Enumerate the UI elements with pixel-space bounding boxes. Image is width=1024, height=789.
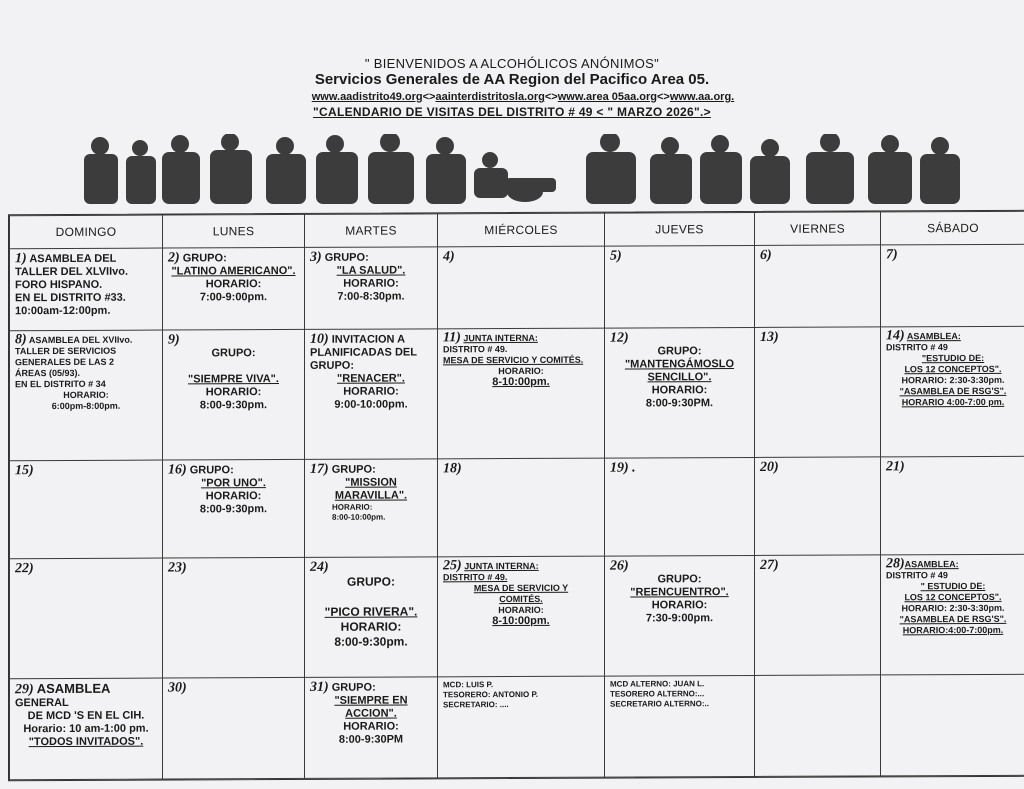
event-time: 8:00-9:30PM	[338, 733, 404, 746]
event-text: ASAMBLEA DEL	[29, 252, 117, 266]
day-number: 27)	[760, 557, 779, 573]
day-cell-9	[163, 329, 305, 460]
day-cell-5	[605, 245, 755, 328]
event-text: GRUPO:	[324, 251, 369, 264]
day-cell-7	[881, 244, 1024, 327]
officer-secretario-alterno: SECRETARIO ALTERNO:..	[610, 699, 709, 709]
event-text: DE MCD 'S EN EL CIH.	[27, 709, 145, 723]
event-text: LOS 12 CONCEPTOS".	[904, 363, 1002, 375]
event-text: ASAMBLEA:	[904, 559, 959, 570]
day-number: 13)	[760, 329, 779, 345]
header-martes: MARTES	[305, 214, 438, 248]
link-area05[interactable]: www.area 05aa.org	[557, 91, 657, 103]
event-text: HORARIO:	[498, 365, 544, 377]
event-text: HORARIO:	[343, 277, 399, 290]
day-cell-15	[10, 460, 163, 559]
group-name: "LATINO AMERICANO".	[171, 264, 296, 278]
header-viernes: VIERNES	[755, 212, 881, 246]
group-name: "MANTENGÁMOSLO	[624, 358, 735, 371]
link-interdistritos[interactable]: aainterdistritosla.org	[435, 91, 545, 103]
day-number: 14)	[886, 328, 905, 344]
separator: <>	[657, 91, 670, 103]
event-text: DISTRITO # 49.	[443, 344, 508, 355]
event-text: LOS 12 CONCEPTOS".	[904, 591, 1002, 603]
event-time: 8:00-9:30pm.	[199, 399, 268, 412]
header-miercoles: MIÉRCOLES	[438, 213, 605, 247]
event-text: GRUPO:	[211, 347, 256, 360]
day-number: 30)	[168, 680, 187, 696]
officer-secretario: SECRETARIO: ....	[443, 700, 509, 710]
alternate-officers-cell	[605, 675, 755, 777]
event-text: JUNTA INTERNA:	[463, 332, 538, 344]
day-cell-2	[163, 247, 305, 330]
event-text: EN EL DISTRITO # 34	[15, 378, 106, 390]
event-time: 8:00-9:30pm.	[334, 634, 408, 649]
day-cell-19	[605, 457, 755, 556]
day-cell-21	[881, 456, 1024, 555]
day-number: 29)	[15, 682, 34, 698]
day-cell-4	[438, 246, 605, 329]
event-text: GRUPO:	[657, 573, 702, 586]
day-cell-29	[10, 678, 163, 780]
event-text: "ASAMBLEA DE RSG'S".	[899, 613, 1007, 625]
event-time: HORARIO: 2:30-3:30pm.	[901, 374, 1005, 386]
event-text: ASAMBLEA	[36, 680, 111, 697]
day-cell-6	[755, 245, 881, 328]
event-time: HORARIO:4:00-7:00pm.	[902, 624, 1004, 636]
group-name: "SIEMPRE VIVA".	[188, 373, 279, 386]
event-text: HORARIO:	[205, 386, 262, 399]
event-text: ÁREAS (05/93).	[15, 367, 81, 379]
event-text: GRUPO:	[331, 463, 376, 476]
people-silhouette-image	[70, 134, 970, 204]
separator: <>	[422, 91, 436, 103]
event-text: "ASAMBLEA DE RSG'S".	[899, 385, 1007, 397]
event-text: GENERAL	[15, 696, 69, 710]
event-text: HORARIO:	[343, 720, 399, 733]
day-cell-1	[10, 248, 163, 331]
day-cell-28	[881, 554, 1024, 675]
day-number: 24)	[310, 559, 329, 575]
day-cell-20	[755, 457, 881, 556]
event-text: HORARIO:	[340, 619, 402, 634]
event-time: 7:30-9:00pm.	[645, 612, 714, 625]
event-text: 10:00am-12:00pm.	[15, 304, 111, 318]
event-text: HORARIO:	[343, 385, 399, 398]
group-name: ACCION".	[345, 707, 397, 720]
group-name: "REENCUENTRO".	[630, 586, 729, 599]
event-text: " ESTUDIO DE:	[920, 580, 986, 592]
event-time: HORARIO: 2:30-3:30pm.	[901, 602, 1005, 614]
event-text: HORARIO:	[651, 599, 708, 612]
day-cell-24	[305, 557, 438, 678]
event-time: 8-10:00pm.	[492, 614, 550, 628]
empty-cell	[881, 674, 1024, 776]
event-text: HORARIO:	[205, 278, 262, 291]
event-text: HORARIO:	[63, 389, 109, 400]
day-cell-10	[305, 329, 438, 460]
calendar-grid	[8, 210, 1024, 781]
event-text: GRUPO:	[310, 359, 354, 372]
link-aa[interactable]: www.aa.org.	[669, 91, 735, 103]
event-time: HORARIO 4:00-7:00 pm.	[901, 396, 1005, 408]
day-number: 16)	[168, 462, 187, 478]
event-text: GRUPO:	[331, 681, 376, 694]
group-name: "LA SALUD".	[336, 264, 406, 277]
event-text: FORO HISPANO.	[15, 278, 103, 292]
day-number: 2)	[168, 250, 180, 266]
officer-tesorero-alterno: TESORERO ALTERNO:...	[610, 689, 705, 699]
event-time: 6:00pm-8:00pm.	[51, 400, 121, 412]
day-cell-8	[10, 330, 163, 461]
group-name: "MISSION	[345, 476, 397, 489]
day-number: 4)	[443, 249, 455, 265]
day-number: 8)	[15, 332, 27, 348]
day-cell-25	[438, 556, 605, 677]
day-number: 25)	[443, 558, 462, 574]
event-text: DISTRITO # 49.	[443, 572, 508, 583]
event-text: INVITACION A	[331, 333, 406, 346]
header-domingo: DOMINGO	[10, 215, 163, 249]
event-text: COMITÉS.	[499, 593, 543, 605]
day-number: 28)	[886, 556, 905, 572]
event-text: HORARIO:	[651, 384, 708, 397]
event-text: GRUPO:	[182, 252, 227, 265]
event-text: "ESTUDIO DE:	[921, 352, 985, 364]
day-number: 1)	[15, 251, 27, 267]
day-cell-3	[305, 247, 438, 330]
day-number: 21)	[886, 459, 905, 475]
event-text: TALLER DEL XLVIIvo.	[15, 265, 129, 279]
day-cell-12	[605, 327, 755, 458]
event-text: HORARIO:	[498, 604, 544, 616]
day-cell-22	[10, 558, 163, 679]
header-jueves: JUEVES	[605, 212, 755, 246]
group-name: MARAVILLA".	[334, 489, 408, 502]
group-name: "PICO RIVERA".	[324, 604, 418, 619]
event-text: MESA DE SERVICIO Y COMITÉS.	[443, 354, 584, 366]
officer-mcd: MCD: LUIS P.	[443, 680, 494, 690]
event-time: Horario: 10 am-1:00 pm.	[23, 722, 149, 736]
day-number: 26)	[610, 558, 629, 574]
day-number: 22)	[15, 561, 34, 577]
day-cell-14	[881, 326, 1024, 457]
day-number: 9)	[168, 332, 180, 348]
event-text: PLANIFICADAS DEL	[310, 346, 417, 359]
day-cell-13	[755, 327, 881, 458]
event-text: EN EL DISTRITO #33.	[15, 291, 126, 305]
calendar-title: "CALENDARIO DE VISITAS DEL DISTRITO # 49 < " MARZO 2026".>	[313, 105, 711, 119]
officer-tesorero: TESORERO: ANTONIO P.	[443, 689, 538, 700]
day-number: 10)	[310, 331, 329, 347]
day-number: 18)	[443, 461, 462, 477]
group-name: "SIEMPRE EN	[334, 694, 408, 707]
day-cell-31	[305, 677, 438, 779]
event-text: "TODOS INVITADOS".	[28, 735, 144, 749]
day-cell-18	[438, 458, 605, 557]
separator: <>	[544, 91, 558, 103]
day-cell-17	[305, 459, 438, 558]
day-cell-30	[163, 677, 305, 779]
officer-mcd-alterno: MCD ALTERNO: JUAN L.	[610, 679, 705, 689]
website-links	[0, 91, 1024, 103]
header-sabado: SÁBADO	[881, 211, 1024, 245]
organization-title: Servicios Generales de AA Region del Pacifico Area 05.	[314, 71, 710, 88]
day-number: 12)	[610, 330, 629, 346]
welcome-heading: " BIENVENIDOS A ALCOHÓLICOS ANÓNIMOS"	[364, 56, 660, 71]
day-number: 31)	[310, 679, 329, 695]
event-text: DISTRITO # 49	[886, 342, 948, 353]
event-text: GRUPO:	[657, 345, 702, 358]
group-name: "RENACER".	[337, 372, 405, 385]
event-text: HORARIO:	[205, 490, 262, 503]
officers-cell	[438, 676, 605, 778]
day-number: 5)	[610, 248, 622, 264]
event-text: DISTRITO # 49	[886, 570, 948, 581]
day-cell-27	[755, 555, 881, 676]
day-number: 17)	[310, 461, 329, 477]
event-text: TALLER DE SERVICIOS	[15, 345, 117, 357]
event-time: 8-10:00pm.	[492, 375, 550, 389]
day-cell-16	[163, 459, 305, 558]
day-number: 19) .	[610, 460, 636, 476]
day-number: 6)	[760, 247, 772, 263]
event-text: ASAMBLEA:	[906, 331, 961, 342]
event-text: GRUPO:	[347, 574, 395, 589]
event-text: GRUPO:	[189, 464, 234, 477]
group-name: "POR UNO".	[201, 477, 266, 490]
event-time: 8:00-10:00pm.	[332, 512, 386, 522]
event-time: 8:00-9:30pm.	[199, 503, 268, 516]
header-lunes: LUNES	[163, 214, 305, 248]
empty-cell	[755, 675, 881, 777]
day-number: 7)	[886, 247, 898, 263]
event-time: 8:00-9:30PM.	[645, 397, 714, 410]
event-text: GENERALES DE LAS 2	[15, 356, 115, 368]
day-number: 20)	[760, 459, 779, 475]
day-cell-11	[438, 328, 605, 459]
event-time: 9:00-10:00pm.	[334, 398, 408, 411]
event-text: JUNTA INTERNA:	[464, 560, 539, 572]
group-name: SENCILLO".	[647, 371, 712, 384]
day-cell-23	[163, 557, 305, 678]
day-number: 3)	[310, 249, 322, 265]
day-number: 23)	[168, 560, 187, 576]
day-number: 15)	[15, 463, 34, 479]
day-number: 11)	[443, 330, 461, 346]
event-text: MESA DE SERVICIO Y	[473, 582, 569, 594]
event-time: 7:00-9:00pm.	[199, 291, 268, 304]
event-time: 7:00-8:30pm.	[337, 290, 405, 303]
day-cell-26	[605, 555, 755, 676]
event-text: HORARIO:	[332, 502, 373, 512]
link-distrito49[interactable]: www.aadistrito49.org	[311, 91, 423, 103]
event-text: ASAMBLEA DEL XVIIvo.	[28, 334, 133, 346]
